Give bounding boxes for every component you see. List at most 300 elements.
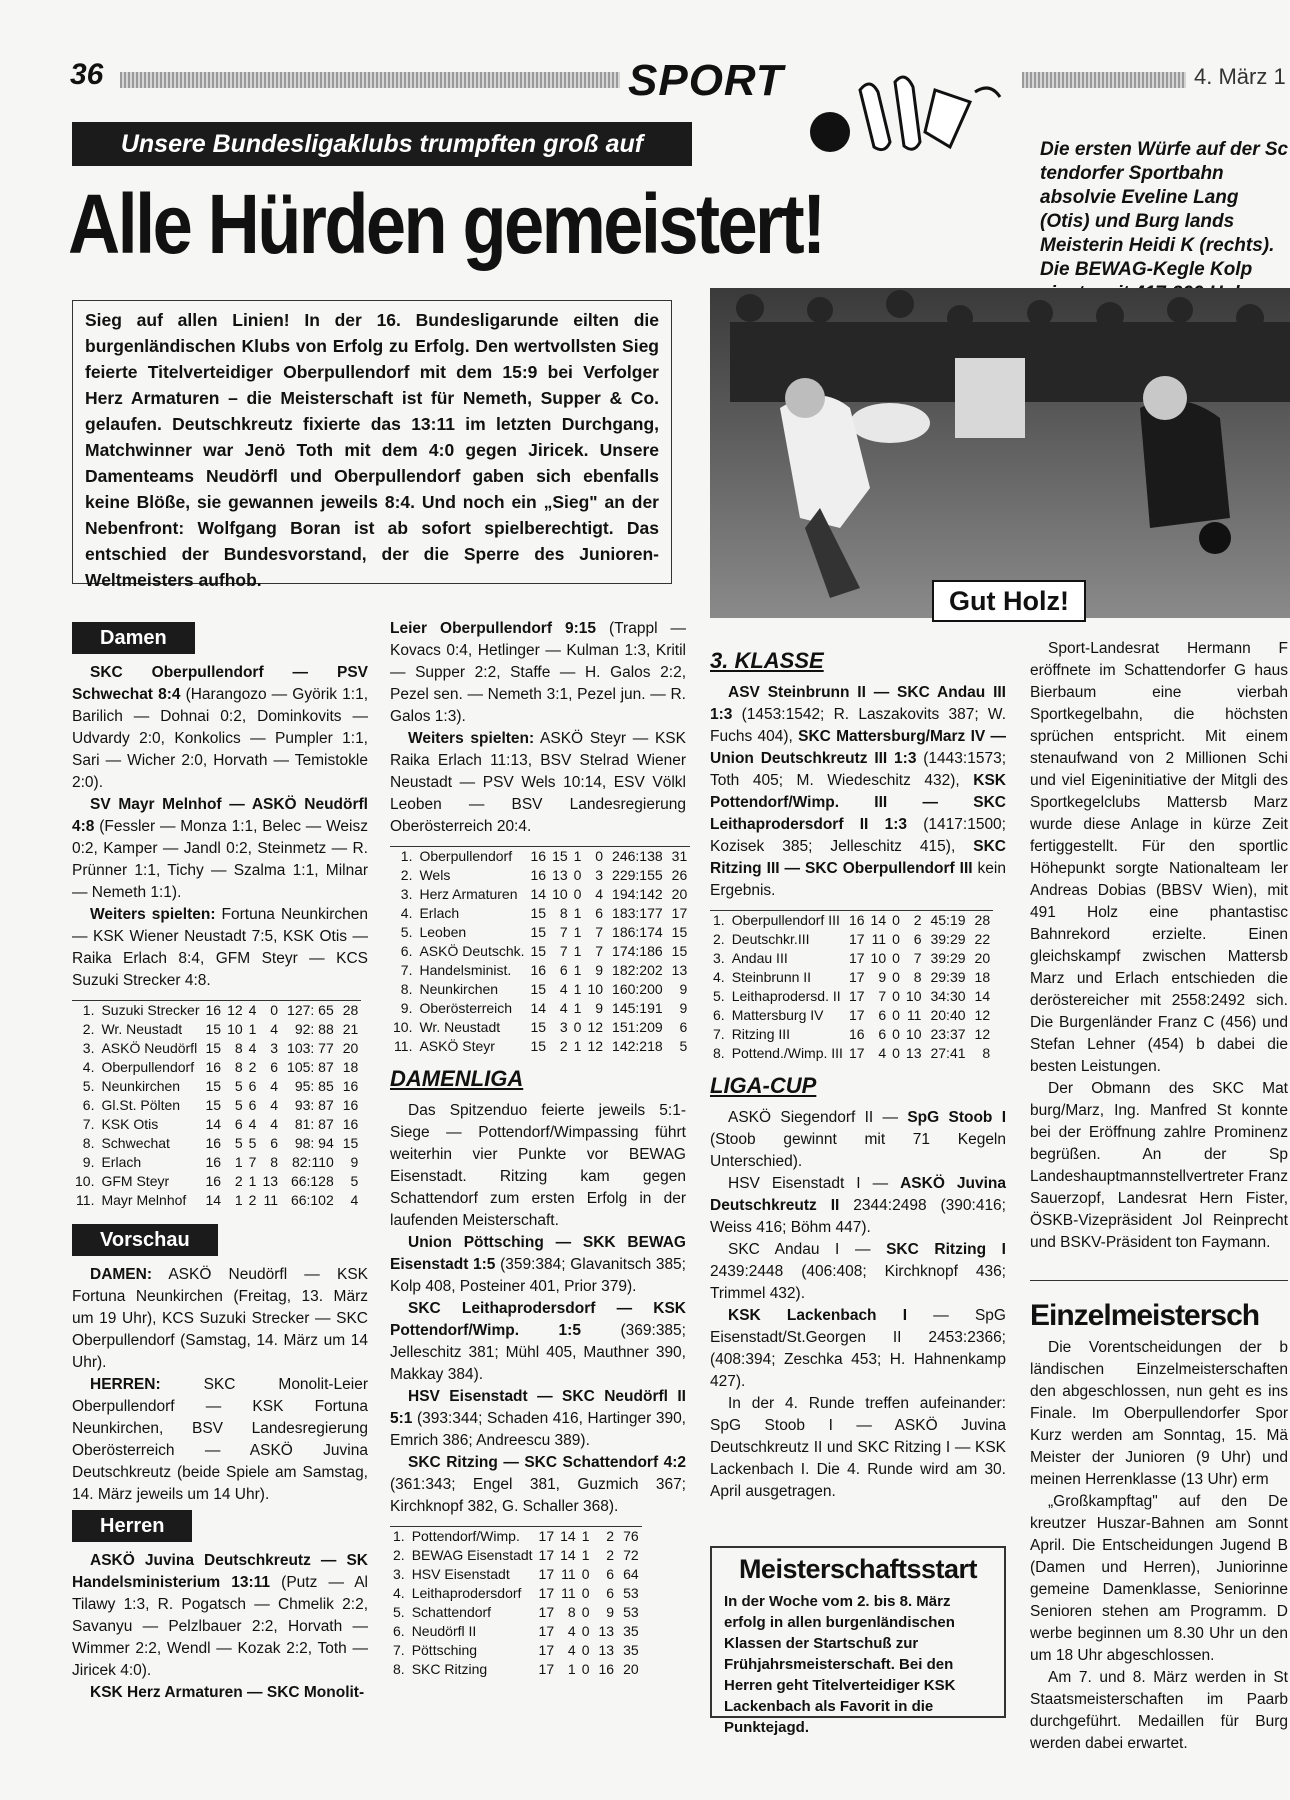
table-cell: 7 (595, 943, 604, 959)
table-cell: 17 (848, 969, 865, 985)
table-cell: ASKÖ Deutschk. (419, 943, 525, 959)
lead-paragraph: Sieg auf allen Linien! In der 16. Bundesligarunde eilten die burgenländischen Klubs von Erfolg zu Erfolg. Den wertvollsten Sieg feierte Titelverteidiger Oberpullendorf mit dem 15:9 bei Verfolger Herz Armaturen – die Meisterschaft ist für Nemeth, Supper & Co. gelaufen. Deutschkreutz fixierte das 13:11 im letzten Durchgang, Matchwinner war Jenö Toth mit dem 4:0 gegen Jiricek. Unsere Damenteams Neudörfl und Oberpullendorf gaben sich ebenfalls keine Blöße, sie gewannen jeweils 8:4. Und noch ein „Sieg" an der Nebenfront: Wolfgang Boran ist ab sofort spielberechtigt. Das entschied der Bundesvorstand, der die Sperre des Junioren-Weltmeisters aufhob. (72, 300, 672, 584)
table-cell: Leithaprodersdorf (411, 1585, 522, 1601)
table-cell: 3. (400, 886, 413, 902)
table-cell: 17 (671, 905, 688, 921)
paragraph: Am 7. und 8. März werden in St Staatsmeisterschaften im Paarb durchgeführt. Medaillen für Burg werden dabei erwartet. (1030, 1669, 1288, 1752)
standings-table-3-klasse (710, 910, 993, 1063)
paragraph: ASV Steinbrunn II — SKC Andau III 1:3 (1453:1542; R. Laszakovits 387; W. Fuchs 404), SKC Mattersburg/Marz IV — Union Deutschkreutz III 1:3 (1443:1573; Toth 405; M. Wiedeschitz 432), KSK Pottendorf/Wimp. III — SKC Leithaprodersdorf II 1:3 (1417:1500; Kozisek 385; Jelleschitz 415), SKC Ritzing III — SKC Oberpullendorf III kein Ergebnis. (710, 684, 1006, 899)
paragraph: ASKÖ Juvina Deutschkreutz — SK Handelsministerium 13:11 (Putz — Al Tilawy 1:3, R. Pogatsch — Chmelik 2:2, Savanyu — Pelzlbauer 2:2, Horvath — Wimmer 2:2, Wendl — Kozak 2:2, Toth — Jiricek 4:0). (72, 1552, 368, 1679)
table-cell: 1 (581, 1528, 590, 1544)
table-cell: 194:142 (612, 886, 663, 902)
table-cell: 6 (878, 1026, 887, 1042)
table-cell: 11 (263, 1192, 279, 1208)
table-cell: Pottendorf/Wimp. (411, 1528, 520, 1544)
table-cell: 17 (538, 1547, 555, 1563)
standings-table-damen (72, 1000, 361, 1210)
table-cell: 4. (400, 905, 413, 921)
headline: Alle Hürden gemeistert! (68, 177, 824, 271)
table-row (710, 1025, 993, 1044)
table-cell: 2. (393, 1547, 405, 1563)
table-row (390, 961, 690, 980)
table-cell: 0 (573, 886, 582, 902)
table-cell: 20 (671, 886, 688, 902)
table-cell: 8. (393, 1661, 405, 1677)
paragraph: KSK Lackenbach I — SpG Eisenstadt/St.Georgen II 2453:2366; (408:394; Zeschka 453; H. Hahnenkamp 427). (710, 1307, 1006, 1390)
table-cell: 12 (587, 1019, 604, 1035)
standings-table-damenliga (390, 1526, 642, 1679)
table-cell: 8 (913, 969, 922, 985)
table-row (72, 1172, 361, 1191)
table-cell: 8 (559, 905, 568, 921)
table-cell: 82:110 (291, 1154, 334, 1170)
column-4 (1030, 638, 1288, 1758)
table-cell: 3 (270, 1040, 279, 1056)
table-cell: 7. (400, 962, 413, 978)
kicker-banner: Unsere Bundesligaklubs trumpften groß auf (72, 122, 692, 166)
table-cell: 9 (595, 962, 604, 978)
table-cell: 14 (974, 988, 991, 1004)
table-cell: 8 (234, 1059, 243, 1075)
table-cell: 13 (598, 1642, 615, 1658)
info-box-text: In der Woche vom 2. bis 8. März erfolg in allen burgenländischen Klassen der Startschuß zur Frühjahrsmeisterschaft. Bei den Herren geht Titelverteidiger KSK Lackenbach als Favorit in die Punktejagd. (724, 1593, 956, 1736)
table-cell: 4 (559, 1000, 568, 1016)
table-cell: 1 (248, 1173, 257, 1189)
table-cell: 16 (530, 867, 547, 883)
table-cell: 4 (878, 1045, 887, 1061)
table-cell: 15 (530, 1019, 547, 1035)
table-cell: 4 (270, 1097, 279, 1113)
table-cell: 6 (248, 1097, 257, 1113)
table-cell: 16 (205, 1173, 222, 1189)
table-cell: ASKÖ Steyr (419, 1038, 495, 1054)
table-cell: 4 (248, 1116, 257, 1132)
section-rubric: SPORT (628, 56, 784, 105)
table-cell: 15 (205, 1097, 222, 1113)
table-cell: 2 (606, 1528, 615, 1544)
table-cell: 5. (713, 988, 725, 1004)
table-cell: 3. (82, 1040, 95, 1056)
table-cell: Herz Armaturen (419, 886, 518, 902)
table-cell: 66:128 (290, 1173, 334, 1189)
table-cell: Leithaprodersd. II (731, 988, 841, 1004)
table-cell: 6 (559, 962, 568, 978)
table-cell: Leoben (419, 924, 467, 940)
table-cell: 15 (530, 924, 547, 940)
table-cell: 53 (623, 1585, 639, 1601)
table-cell: Oberösterreich (419, 1000, 513, 1016)
table-cell: 1 (567, 1661, 576, 1677)
table-cell: 17 (848, 950, 865, 966)
photo-image (710, 288, 1290, 618)
table-cell: Andau III (731, 950, 788, 966)
table-cell: 7. (393, 1642, 405, 1658)
table-cell: 0 (581, 1566, 590, 1582)
table-cell: 6 (679, 1019, 688, 1035)
table-cell: Steinbrunn II (731, 969, 812, 985)
table-cell: Wr. Neustadt (101, 1021, 183, 1037)
table-cell: ASKÖ Neudörfl (101, 1040, 198, 1056)
table-cell: 8. (713, 1045, 725, 1061)
table-cell: 10 (227, 1021, 243, 1037)
table-cell: 14 (870, 912, 887, 928)
paragraph: HSV Eisenstadt I — ASKÖ Juvina Deutschkreutz II 2344:2498 (390:416; Weiss 416; Böhm 447). (710, 1175, 1006, 1236)
table-cell: 0 (595, 848, 604, 864)
table-cell: 2. (713, 931, 725, 947)
table-cell: 4 (248, 1040, 257, 1056)
table-cell: 9 (606, 1604, 615, 1620)
table-cell: KSK Otis (101, 1116, 159, 1132)
table-cell: 76 (623, 1528, 639, 1544)
table-row (72, 1096, 361, 1115)
table-cell: 35 (623, 1623, 639, 1639)
paragraph: SV Mayr Melnhof — ASKÖ Neudörfl 4:8 (Fessler — Monza 1:1, Belec — Weisz 0:2, Kamper — Jandl 0:2, Steinmetz — R. Prünner 1:1, Tichy — Szalma 1:1, Milnar — Nemeth 1:1). (72, 796, 368, 901)
info-box-title: Meisterschaftsstart (738, 1554, 978, 1584)
table-cell: 160:200 (612, 981, 663, 997)
table-cell: 14 (205, 1116, 222, 1132)
table-cell: 15 (552, 848, 568, 864)
table-row (390, 1546, 642, 1565)
table-cell: 174:186 (612, 943, 663, 959)
bowling-logo-icon (790, 62, 1020, 162)
table-cell: 6 (270, 1135, 279, 1151)
table-cell: 246:138 (612, 848, 663, 864)
table-cell: 13 (552, 867, 568, 883)
paragraph: Leier Oberpullendorf 9:15 (Trappl — Kovacs 0:4, Hetlinger — Kulman 1:3, Kritil — Supper 2:2, Staffe — H. Galos 2:2, Pezel sen. — Nemeth 3:1, Pezel jun. — R. Galos 1:3). (390, 620, 686, 725)
table-cell: 17 (538, 1566, 555, 1582)
table-cell: 9 (679, 981, 688, 997)
table-cell: 14 (560, 1547, 576, 1563)
table-cell: 1 (234, 1154, 243, 1170)
paragraph: SKC Ritzing — SKC Schattendorf 4:2 (361:343; Engel 381, Guzmich 367; Kirchknopf 382, G. Schaller 368). (390, 1454, 686, 1515)
table-cell: Ritzing III (731, 1026, 791, 1042)
table-row (390, 999, 690, 1018)
table-cell: 1 (573, 848, 582, 864)
table-cell: 93: 87 (294, 1097, 334, 1113)
table-cell: 17 (538, 1623, 555, 1639)
table-row (72, 1153, 361, 1172)
table-row (72, 1001, 361, 1021)
table-cell: 0 (892, 950, 900, 966)
table-cell: 0 (573, 867, 582, 883)
table-cell: 39:29 (930, 950, 966, 966)
table-cell: 4 (270, 1021, 279, 1037)
table-cell: 18 (974, 969, 991, 985)
paragraph: Sport-Landesrat Hermann F eröffnete im Schattendorfer G haus Bierbaum eine vierbah Sportkegelbahn, die höchsten sprüchen entspricht. Mit einem stenaufwand von 2 Millionen Schi und viel Eigeninitiative der Mitgli des Sportkegelclubs Mattersb Marz wurde diese Anlage in kürze Zeit fertiggestellt. Für den sportlic Höhepunkt sorgte Nationalteam ler Andreas Dobias (BBSV Wien), mit 491 Holz eine phantastisc Bahnrekord erzielte. Einen gleichskampf zwischen Mattersb Marz und Erlach entschieden die deröstereicher mit 2558:2492 sich. Die Burgenländer Franz C (456) und Stefan Lehner (454) b dabei die besten Leistungen. (1030, 640, 1288, 1075)
table-cell: 4. (82, 1059, 95, 1075)
table-cell: 53 (623, 1604, 639, 1620)
table-cell: 66:102 (290, 1192, 334, 1208)
table-cell: 14 (205, 1192, 222, 1208)
info-box-meisterschaftsstart (710, 1546, 1006, 1736)
table-cell: 7 (878, 988, 887, 1004)
table-cell: 6. (82, 1097, 95, 1113)
table-cell: 1 (573, 1038, 582, 1054)
table-cell: 1 (573, 905, 582, 921)
table-cell: 4 (350, 1192, 359, 1208)
table-cell: 145:191 (612, 1000, 663, 1016)
table-row (710, 1044, 993, 1063)
paragraph: „Großkampftag" auf den De kreutzer Huszar-Bahnen am Sonnt April. Die Entscheidungen Jugend B (Damen und Herren), Juniorinne gemeine Damenklasse, Seniorinne Senioren stehen am Programm. D werbe beginnen um 8.30 Uhr un den um 18 Uhr abgeschlossen. (1030, 1493, 1288, 1664)
table-cell: 8. (82, 1135, 95, 1151)
table-cell: 0 (892, 1026, 900, 1042)
table-cell: 17 (538, 1585, 555, 1601)
table-cell: 2 (559, 1038, 568, 1054)
table-cell: 9 (595, 1000, 604, 1016)
table-cell: Mayr Melnhof (101, 1192, 187, 1208)
column-2 (390, 618, 686, 1689)
table-cell: Schattendorf (411, 1604, 492, 1620)
table-cell: 1 (573, 981, 582, 997)
section-heading-damen: Damen (72, 622, 195, 654)
standings-table-herren (390, 846, 690, 1056)
table-cell: Deutschkr.III (731, 931, 810, 947)
table-cell: 7 (559, 924, 568, 940)
table-cell: 17 (848, 1045, 865, 1061)
table-cell: 17 (848, 931, 865, 947)
table-cell: 7. (713, 1026, 725, 1042)
paragraph: ASKÖ Siegendorf II — SpG Stoob I (Stoob gewinnt mit 71 Kegeln Unterschied). (710, 1109, 1007, 1170)
table-cell: 15 (530, 905, 547, 921)
paragraph: HSV Eisenstadt — SKC Neudörfl II 5:1 (393:344; Schaden 416, Hartinger 390, Emrich 386; Andreescu 389). (390, 1388, 686, 1449)
table-cell: 28 (342, 1002, 359, 1018)
table-row (710, 1006, 993, 1025)
table-cell: 64 (623, 1566, 639, 1582)
table-cell: 15 (530, 1038, 547, 1054)
table-cell: 16 (598, 1661, 615, 1677)
table-cell: 2 (606, 1547, 615, 1563)
table-cell: 31 (671, 848, 688, 864)
table-row (390, 1622, 642, 1641)
table-cell: 3. (393, 1566, 405, 1582)
table-cell: 92: 88 (294, 1021, 334, 1037)
table-cell: BEWAG Eisenstadt (411, 1547, 533, 1563)
table-cell: 0 (892, 912, 900, 928)
table-cell: GFM Steyr (101, 1173, 170, 1189)
table-cell: 1 (573, 962, 582, 978)
table-cell: 6 (595, 905, 604, 921)
table-cell: 186:174 (612, 924, 663, 940)
table-row (390, 942, 690, 961)
paragraph: Weiters spielten: ASKÖ Steyr — KSK Raika Erlach 11:13, BSV Stelrad Wiener Neustadt — PSV Wels 10:14, ESV Völkl Leoben — BSV Landesregierung Oberösterreich 20:4. (390, 730, 686, 835)
table-cell: Erlach (419, 905, 460, 921)
table-cell: 16 (342, 1116, 359, 1132)
table-cell: 182:202 (612, 962, 663, 978)
table-cell: 3 (559, 1019, 568, 1035)
table-cell: Pottend./Wimp. III (731, 1045, 843, 1061)
table-cell: 1 (573, 1000, 582, 1016)
paragraph: Die Vorentscheidungen der b ländischen Einzelmeisterschaften den abgeschlossen, nun geht es ins Finale. Im Oberpullendorfer Spor Kurz werden am Sonntag, 15. Mä Meister der Junioren (9 Uhr) und meinen Herrenklasse (13 Uhr) erm (1030, 1339, 1288, 1488)
table-cell: 15 (342, 1135, 359, 1151)
table-cell: 1 (573, 924, 582, 940)
table-cell: Erlach (101, 1154, 142, 1170)
table-cell: Wels (419, 867, 451, 883)
table-cell: 13 (671, 962, 688, 978)
table-cell: 4 (567, 1623, 576, 1639)
table-row (390, 904, 690, 923)
table-cell: 0 (892, 969, 900, 985)
paragraph: Union Pöttsching — SKK BEWAG Eisenstadt 1:5 (359:384; Glavanitsch 385; Kolp 408, Posteiner 401, Prior 379). (390, 1234, 686, 1295)
table-cell: 1 (248, 1021, 257, 1037)
table-cell: Mattersburg IV (731, 1007, 824, 1023)
table-row (72, 1039, 361, 1058)
table-cell: 4. (713, 969, 725, 985)
table-cell: 5 (679, 1038, 688, 1054)
table-cell: 16 (205, 1059, 222, 1075)
table-cell: 12 (974, 1007, 991, 1023)
table-cell: 12 (587, 1038, 604, 1054)
table-cell: 2 (248, 1192, 257, 1208)
paragraph: In der 4. Runde treffen aufeinander: SpG Stoob I — ASKÖ Juvina Deutschkreutz II und SKC Ritzing I — KSK Lackenbach I. Die 4. Runde wird am 30. April ausgetragen. (710, 1395, 1006, 1500)
table-cell: Neunkirchen (101, 1078, 181, 1094)
table-cell: 1. (82, 1002, 95, 1018)
table-cell: 142:218 (612, 1038, 663, 1054)
table-cell: 21 (342, 1021, 359, 1037)
table-cell: 15 (671, 943, 688, 959)
table-cell: 8 (234, 1040, 243, 1056)
table-cell: 45:19 (930, 912, 966, 928)
table-cell: 17 (848, 1007, 865, 1023)
table-row (390, 1565, 642, 1584)
table-cell: 11. (394, 1038, 413, 1054)
paragraph: HERREN: SKC Monolit-Leier Oberpullendorf — KSK Fortuna Neunkirchen, BSV Landesregierung Oberösterreich — ASKÖ Juvina Deutschkreutz (beide Spiele am Samstag, 14. März jeweils um 14 Uhr). (72, 1376, 368, 1503)
table-cell: 1 (573, 943, 582, 959)
table-row (390, 1018, 690, 1037)
table-cell: 11. (76, 1192, 95, 1208)
table-cell: 0 (892, 1045, 900, 1061)
paragraph: SKC Oberpullendorf — PSV Schwechat 8:4 (Harangozo — Györik 1:1, Barilich — Dohnai 0:2, Dominkovits — Udvardy 2:0, Konkolics — Pumpler 1:1, Sari — Wicher 2:0, Horvath — Temistokle 2:0). (72, 664, 368, 791)
column-1 (72, 618, 368, 1704)
table-cell: 3 (595, 867, 604, 883)
table-cell: 16 (342, 1097, 359, 1113)
table-cell: 20:40 (930, 1007, 966, 1023)
table-cell: 10 (587, 981, 604, 997)
table-cell: 11 (561, 1585, 576, 1601)
table-cell: 8 (567, 1604, 576, 1620)
section-heading-vorschau: Vorschau (72, 1224, 218, 1256)
table-cell: 23:37 (930, 1026, 966, 1042)
table-cell: 15 (205, 1021, 222, 1037)
section-heading-liga-cup: LIGA-CUP (710, 1073, 817, 1098)
table-cell: SKC Ritzing (411, 1661, 488, 1677)
table-cell: 105: 87 (287, 1059, 334, 1075)
table-cell: Pöttsching (411, 1642, 478, 1658)
section-heading-3-klasse: 3. KLASSE (710, 648, 824, 673)
table-cell: 8 (270, 1154, 279, 1170)
table-cell: 5 (350, 1173, 359, 1189)
table-row (390, 1603, 642, 1622)
table-cell: 10. (393, 1019, 413, 1035)
table-cell: 4 (248, 1002, 257, 1018)
table-cell: Oberpullendorf (419, 848, 513, 864)
table-cell: 0 (270, 1002, 279, 1018)
table-row (72, 1077, 361, 1096)
table-cell: 0 (892, 931, 900, 947)
table-cell: 6 (270, 1059, 279, 1075)
table-cell: 3. (713, 950, 725, 966)
table-cell: 5. (400, 924, 413, 940)
table-cell: 15 (205, 1040, 222, 1056)
table-row (390, 885, 690, 904)
table-cell: 39:29 (930, 931, 966, 947)
table-cell: 1 (234, 1192, 243, 1208)
table-cell: 1 (581, 1547, 590, 1563)
table-cell: 9 (878, 969, 887, 985)
column-divider (1030, 1254, 1288, 1281)
table-cell: 10 (552, 886, 568, 902)
table-cell: 5. (82, 1078, 95, 1094)
table-cell: 11 (871, 931, 887, 947)
header-rule-left (120, 72, 620, 88)
table-cell: 0 (581, 1642, 590, 1658)
paragraph: SKC Andau I — SKC Ritzing I 2439:2448 (406:408; Kirchknopf 436; Trimmel 432). (710, 1241, 1006, 1302)
table-cell: 151:209 (612, 1019, 663, 1035)
table-cell: 13 (905, 1045, 922, 1061)
table-cell: 7 (248, 1154, 257, 1170)
table-cell: 17 (538, 1604, 555, 1620)
table-cell: 183:177 (612, 905, 663, 921)
table-cell: 6 (878, 1007, 887, 1023)
table-row (72, 1134, 361, 1153)
table-cell: 16 (530, 962, 547, 978)
table-cell: 6 (913, 931, 922, 947)
table-cell: 14 (530, 1000, 547, 1016)
table-cell: 2 (234, 1173, 243, 1189)
bowling-photo (710, 288, 1290, 618)
table-row (710, 949, 993, 968)
table-cell: 6. (400, 943, 413, 959)
table-cell: 9. (400, 1000, 413, 1016)
paragraph: Weiters spielten: Fortuna Neunkirchen — KSK Wiener Neustadt 7:5, KSK Otis — Raika Erlach 8:4, GFM Steyr — KCS Suzuki Strecker 4:8. (72, 906, 368, 989)
table-row (390, 1037, 690, 1056)
paragraph: Der Obmann des SKC Mat burg/Marz, Ing. Manfred St konnte bei der Eröffnung zahlre Prominenz begrüßen. An der Sp Landeshauptmannstellvertreter Franz Sauerzopf, Landesrat Hern Fister, ÖSKB-Vizepräsident Jol Reinprecht und BSKV-Präsident ton Faymann. (1030, 1080, 1288, 1251)
table-cell: 1. (393, 1528, 405, 1544)
table-cell: 11 (561, 1566, 576, 1582)
table-cell: 9 (679, 1000, 688, 1016)
table-cell: 28 (974, 912, 991, 928)
table-cell: 6. (713, 1007, 725, 1023)
table-row (710, 911, 993, 931)
table-cell: 10 (905, 1026, 922, 1042)
table-cell: 0 (581, 1585, 590, 1601)
table-cell: 9. (82, 1154, 95, 1170)
table-cell: 0 (892, 1007, 900, 1023)
table-cell: 2 (913, 912, 922, 928)
table-cell: 5 (234, 1078, 243, 1094)
table-row (72, 1115, 361, 1134)
table-cell: 4 (270, 1078, 279, 1094)
table-cell: 0 (892, 988, 900, 1004)
paragraph: SKC Leithaprodersdorf — KSK Pottendorf/Wimp. 1:5 (369:385; Jelleschitz 381; Mühl 405, Mauthner 390, Makkay 384). (390, 1300, 686, 1383)
table-cell: 127: 65 (287, 1002, 334, 1018)
table-cell: Wr. Neustadt (419, 1019, 501, 1035)
photo-label: Gut Holz! (932, 580, 1086, 622)
table-cell: 20 (623, 1661, 639, 1677)
table-row (72, 1191, 361, 1210)
table-cell: 20 (342, 1040, 359, 1056)
table-cell: 18 (342, 1059, 359, 1075)
table-cell: 17 (538, 1661, 555, 1677)
table-cell: 98: 94 (294, 1135, 334, 1151)
table-cell: Neudörfl II (411, 1623, 477, 1639)
table-cell: 26 (671, 867, 688, 883)
table-cell: 17 (538, 1642, 555, 1658)
table-row (390, 923, 690, 942)
header-rule-right (1022, 72, 1186, 88)
section-heading-herren: Herren (72, 1510, 192, 1542)
table-cell: 5 (234, 1135, 243, 1151)
table-cell: Suzuki Strecker (101, 1002, 200, 1018)
